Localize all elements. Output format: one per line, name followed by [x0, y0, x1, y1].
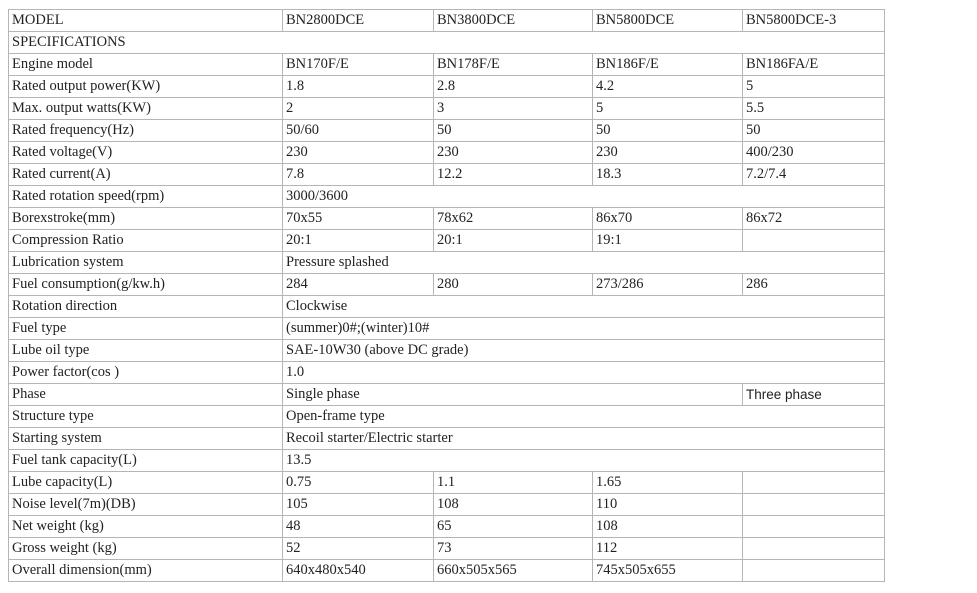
cell-value: Clockwise: [283, 296, 885, 318]
row-label: Borexstroke(mm): [9, 208, 283, 230]
cell-value: 230: [593, 142, 743, 164]
table-row: [9, 560, 885, 582]
cell-value: 273/286: [593, 274, 743, 296]
table-row: [9, 120, 885, 142]
cell-value: 284: [283, 274, 434, 296]
cell-value: 70x55: [283, 208, 434, 230]
section-title: SPECIFICATIONS: [9, 32, 885, 54]
table-row: [9, 340, 885, 362]
cell-value: 7.8: [283, 164, 434, 186]
table-row: [9, 252, 885, 274]
cell-value: [743, 538, 885, 560]
cell-value: 230: [434, 142, 593, 164]
cell-value: BN186FA/E: [743, 54, 885, 76]
row-label: Max. output watts(KW): [9, 98, 283, 120]
row-label: Lubrication system: [9, 252, 283, 274]
cell-value: 12.2: [434, 164, 593, 186]
cell-value: 48: [283, 516, 434, 538]
cell-value: [743, 516, 885, 538]
table-row: [9, 450, 885, 472]
row-label: Rated frequency(Hz): [9, 120, 283, 142]
row-label: Starting system: [9, 428, 283, 450]
cell-value: 1.1: [434, 472, 593, 494]
cell-value: Pressure splashed: [283, 252, 885, 274]
cell-value: 400/230: [743, 142, 885, 164]
cell-value: [743, 560, 885, 582]
row-label: Net weight (kg): [9, 516, 283, 538]
cell-value: 78x62: [434, 208, 593, 230]
section-title-row: [9, 32, 885, 54]
cell-value: 1.8: [283, 76, 434, 98]
cell-value: 20:1: [434, 230, 593, 252]
cell-value: 745x505x655: [593, 560, 743, 582]
table-row: [9, 362, 885, 384]
cell-value: BN170F/E: [283, 54, 434, 76]
row-label: Overall dimension(mm): [9, 560, 283, 582]
cell-value: BN178F/E: [434, 54, 593, 76]
cell-value: 86x70: [593, 208, 743, 230]
table-header-row: [9, 10, 885, 32]
cell-value: 110: [593, 494, 743, 516]
table-row: [9, 274, 885, 296]
row-label: Phase: [9, 384, 283, 406]
cell-value: SAE-10W30 (above DC grade): [283, 340, 885, 362]
table-row: [9, 164, 885, 186]
table-row: [9, 230, 885, 252]
cell-value: Open-frame type: [283, 406, 885, 428]
row-label: Rated output power(KW): [9, 76, 283, 98]
table-row: [9, 142, 885, 164]
cell-value: 50/60: [283, 120, 434, 142]
cell-value: 7.2/7.4: [743, 164, 885, 186]
row-label: Rated rotation speed(rpm): [9, 186, 283, 208]
cell-value: 52: [283, 538, 434, 560]
cell-value: 73: [434, 538, 593, 560]
cell-value: [743, 494, 885, 516]
row-label: Structure type: [9, 406, 283, 428]
specifications-table: [8, 9, 885, 582]
cell-value: 50: [743, 120, 885, 142]
table-row: [9, 428, 885, 450]
row-label: Engine model: [9, 54, 283, 76]
table-row: [9, 318, 885, 340]
table-row: [9, 208, 885, 230]
cell-value: BN186F/E: [593, 54, 743, 76]
table-row: [9, 538, 885, 560]
row-label: Compression Ratio: [9, 230, 283, 252]
cell-value: 13.5: [283, 450, 885, 472]
table-row: [9, 406, 885, 428]
cell-value: 1.0: [283, 362, 885, 384]
row-label: Noise level(7m)(DB): [9, 494, 283, 516]
cell-value: 20:1: [283, 230, 434, 252]
cell-value: 86x72: [743, 208, 885, 230]
table-row: [9, 384, 885, 406]
table-row: [9, 186, 885, 208]
cell-value: 660x505x565: [434, 560, 593, 582]
cell-value: 65: [434, 516, 593, 538]
model-column-header: BN3800DCE: [434, 10, 593, 32]
model-column-header: BN5800DCE: [593, 10, 743, 32]
cell-value: 2.8: [434, 76, 593, 98]
table-row: [9, 494, 885, 516]
cell-value: 5: [593, 98, 743, 120]
model-column-header: BN2800DCE: [283, 10, 434, 32]
cell-value: 280: [434, 274, 593, 296]
cell-value: (summer)0#;(winter)10#: [283, 318, 885, 340]
cell-value: [743, 472, 885, 494]
row-label: Fuel type: [9, 318, 283, 340]
row-label: Rated voltage(V): [9, 142, 283, 164]
row-label: Lube capacity(L): [9, 472, 283, 494]
cell-value: 0.75: [283, 472, 434, 494]
cell-value: 2: [283, 98, 434, 120]
cell-value: 4.2: [593, 76, 743, 98]
table-row: [9, 472, 885, 494]
cell-value: 5.5: [743, 98, 885, 120]
table-row: [9, 54, 885, 76]
row-label: Gross weight (kg): [9, 538, 283, 560]
model-header-cell: MODEL: [9, 10, 283, 32]
row-label: Rated current(A): [9, 164, 283, 186]
cell-value: 286: [743, 274, 885, 296]
cell-value: 108: [593, 516, 743, 538]
cell-value: 3000/3600: [283, 186, 885, 208]
row-label: Lube oil type: [9, 340, 283, 362]
row-label: Fuel consumption(g/kw.h): [9, 274, 283, 296]
row-label: Rotation direction: [9, 296, 283, 318]
cell-value: 19:1: [593, 230, 743, 252]
row-label: Power factor(cos ): [9, 362, 283, 384]
cell-value: 105: [283, 494, 434, 516]
cell-value: 230: [283, 142, 434, 164]
cell-value: 50: [434, 120, 593, 142]
cell-value: 5: [743, 76, 885, 98]
table-row: [9, 98, 885, 120]
cell-value: 112: [593, 538, 743, 560]
cell-value: Recoil starter/Electric starter: [283, 428, 885, 450]
row-label: Fuel tank capacity(L): [9, 450, 283, 472]
cell-value: 1.65: [593, 472, 743, 494]
table-row: [9, 296, 885, 318]
cell-value: 640x480x540: [283, 560, 434, 582]
cell-value: 50: [593, 120, 743, 142]
cell-value: 108: [434, 494, 593, 516]
table-row: [9, 76, 885, 98]
model-column-header: BN5800DCE-3: [743, 10, 885, 32]
cell-value: 3: [434, 98, 593, 120]
cell-value: 18.3: [593, 164, 743, 186]
table-row: [9, 516, 885, 538]
cell-value: [743, 230, 885, 252]
cell-value: Single phase: [283, 384, 743, 406]
cell-value: Three phase: [743, 384, 885, 406]
